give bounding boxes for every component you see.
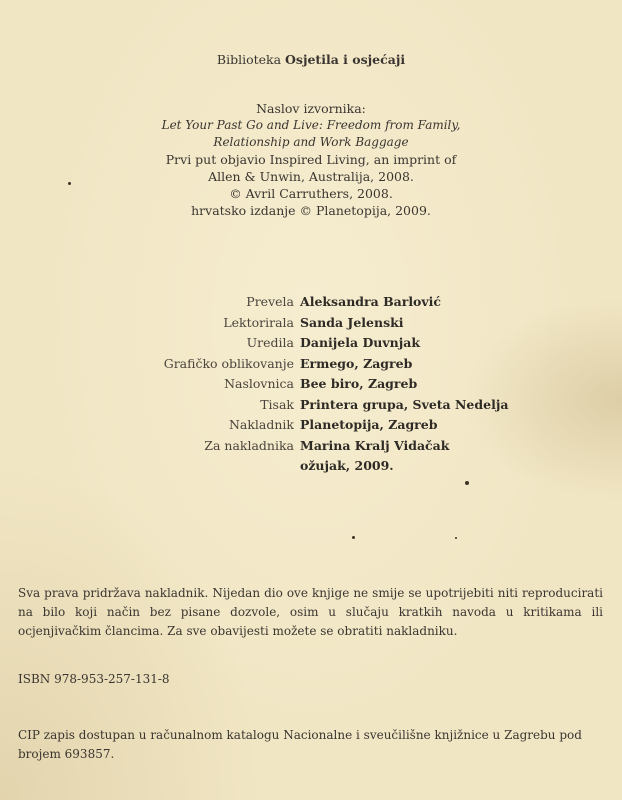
credit-label: Tisak xyxy=(260,396,294,412)
publisher-line-2: Allen & Unwin, Australija, 2008. xyxy=(208,169,414,184)
credit-value: Ermego, Zagreb xyxy=(300,355,413,371)
publisher-line-1: Prvi put objavio Inspired Living, an imprint of xyxy=(165,152,457,167)
credit-label: Nakladnik xyxy=(228,417,294,432)
credit-label: Uredila xyxy=(246,335,294,350)
croatian-edition-copyright: hrvatsko izdanje © Planetopija, 2009. xyxy=(191,203,431,218)
credit-value: Danijela Duvnjak xyxy=(300,335,421,350)
rights-notice: Sva prava pridržava nakladnik. Nijedan dio ove knjige ne smije se upotrijebiti niti reproducirati na bilo koji način bez pisane dozvole, osim u slučaju kratkih navoda u kritikama ili ocjenjivačkim člancima. Za sve obavijesti možete se obratiti nakladniku. xyxy=(18,586,603,638)
credit-label: Naslovnica xyxy=(224,376,294,391)
credit-row xyxy=(0,313,622,334)
credit-value: Sanda Jelenski xyxy=(300,314,404,330)
credit-label: Prevela xyxy=(246,294,294,309)
credit-label xyxy=(0,456,300,477)
isbn: ISBN 978-953-257-131-8 xyxy=(18,672,170,686)
series-prefix: Biblioteka xyxy=(216,52,282,67)
credit-value: Printera grupa, Sveta Nedelja xyxy=(300,396,509,412)
credit-row xyxy=(0,374,622,395)
original-title-line-2: Relationship and Work Baggage xyxy=(213,135,409,149)
cip-notice: CIP zapis dostupan u računalnom katalogu Nacionalne i sveučilišne knjižnice u Zagrebu pod brojem 693857. xyxy=(18,728,582,761)
ink-speck xyxy=(465,481,469,485)
credit-row xyxy=(0,456,622,477)
credit-label: Za nakladnika xyxy=(204,437,294,453)
credit-label: Grafičko oblikovanje xyxy=(163,355,294,371)
credit-row xyxy=(0,333,622,354)
original-edition-block xyxy=(0,100,622,219)
credit-value: Marina Kralj Vidačak xyxy=(300,437,450,453)
ink-speck xyxy=(352,536,355,539)
series-title: Osjetila i osjećaji xyxy=(285,52,406,67)
ink-speck xyxy=(455,537,457,539)
credit-value: Aleksandra Barlović xyxy=(300,294,442,309)
credit-row xyxy=(0,395,622,416)
publication-date: ožujak, 2009. xyxy=(300,458,394,473)
credit-row xyxy=(0,354,622,375)
credits-list xyxy=(0,292,622,477)
original-title-line-1: Let Your Past Go and Live: Freedom from Family, xyxy=(161,118,461,132)
credit-label: Lektorirala xyxy=(223,314,294,330)
credit-row xyxy=(0,292,622,313)
credit-row xyxy=(0,415,622,436)
credit-value: Planetopija, Zagreb xyxy=(300,417,438,432)
ink-speck xyxy=(68,182,71,185)
original-title-label: Naslov izvornika: xyxy=(256,101,366,116)
credit-row xyxy=(0,436,622,457)
credit-value: Bee biro, Zagreb xyxy=(300,376,418,391)
series-line xyxy=(0,52,622,67)
author-copyright: © Avril Carruthers, 2008. xyxy=(229,186,393,201)
